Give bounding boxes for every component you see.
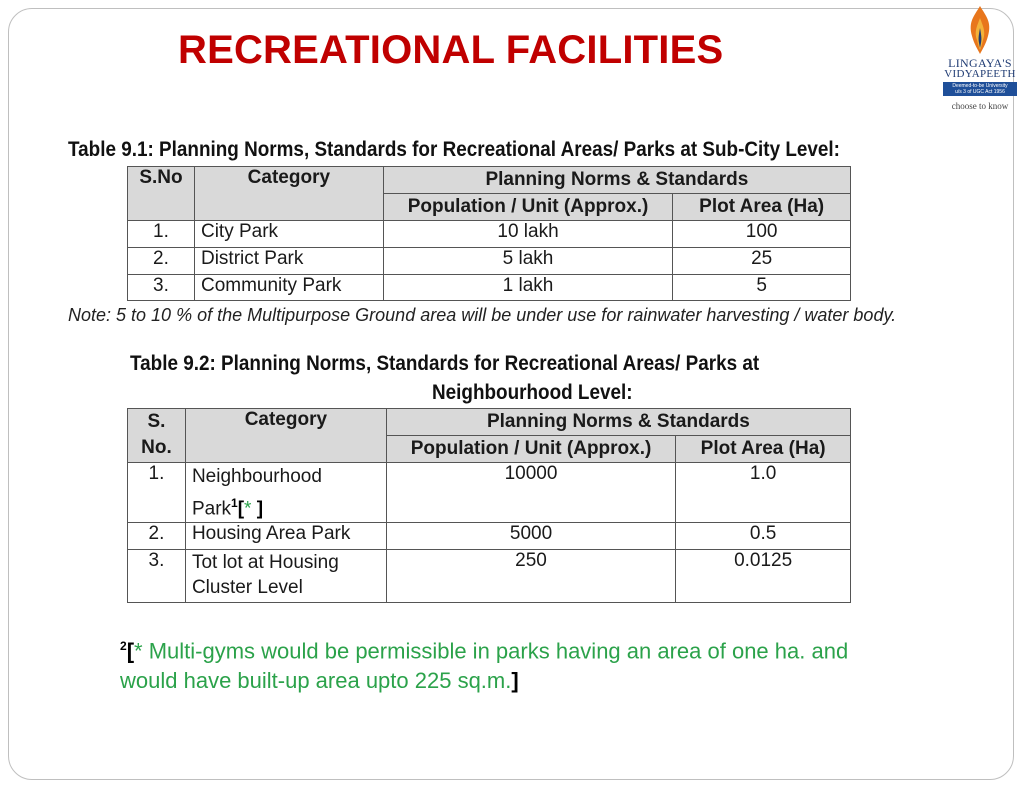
- table2-category: Housing Area Park: [185, 523, 386, 550]
- logo-name-line1: LINGAYA'S: [948, 56, 1012, 70]
- footnote: [120, 631, 880, 696]
- table2-category-line2: Cluster Level: [191, 577, 303, 599]
- table2-category-park: Park: [191, 498, 232, 520]
- table2-category: [185, 550, 386, 603]
- table2-header-population: Population / Unit (Approx.): [386, 436, 675, 463]
- table1-sno: 1.: [128, 221, 195, 248]
- table-row: [128, 275, 851, 301]
- table2-category-line2: [192, 490, 380, 522]
- table1-plot: 5: [673, 275, 851, 301]
- table1-sno: 3.: [128, 275, 195, 301]
- flame-icon: [960, 4, 1000, 56]
- footnote-text: * Multi-gyms would be permissible in parks having an area of one ha. and would have built-up area upto 225 sq.m.: [120, 638, 849, 694]
- bracket-open: [: [237, 498, 245, 520]
- table2-plot: 0.0125: [676, 550, 851, 603]
- table1-header-group: Planning Norms & Standards: [383, 167, 850, 194]
- asterisk-mark: *: [244, 498, 252, 520]
- table1-sno: 2.: [128, 248, 195, 275]
- table1-population: 1 lakh: [383, 275, 673, 301]
- table1-plot: 100: [673, 221, 851, 248]
- table1-category: Community Park: [194, 275, 383, 301]
- table-row: [128, 248, 851, 275]
- table1-header-sno: S.No: [128, 167, 195, 221]
- table2-population: 250: [386, 550, 675, 603]
- table2-population: 5000: [386, 523, 675, 550]
- table2-header-sno-line1: S.: [147, 411, 166, 432]
- table2-header-group: Planning Norms & Standards: [386, 409, 850, 436]
- table2-sno: 3.: [128, 550, 186, 603]
- logo-tagline: choose to know: [951, 101, 1009, 111]
- university-logo: [940, 4, 1020, 116]
- table1-population: 10 lakh: [383, 221, 673, 248]
- table1-plot: 25: [673, 248, 851, 275]
- table2-plot: 1.0: [676, 463, 851, 523]
- slide-title: RECREATIONAL FACILITIES: [178, 28, 724, 72]
- logo-box-line2: u/s 3 of UGC Act 1956: [955, 89, 1005, 95]
- table2-header-plot: Plot Area (Ha): [676, 436, 851, 463]
- table2-population: 10000: [386, 463, 675, 523]
- footnote-bracket-close: ]: [511, 668, 519, 694]
- table-row: [128, 523, 851, 550]
- table-row: [128, 550, 851, 603]
- bracket-close: ]: [251, 498, 264, 520]
- table1-header-plot: Plot Area (Ha): [673, 194, 851, 221]
- table1-population: 5 lakh: [383, 248, 673, 275]
- table2-caption-line1: Table 9.2: Planning Norms, Standards for Recreational Areas/ Parks at: [130, 352, 760, 375]
- table1-note: Note: 5 to 10 % of the Multipurpose Ground area will be under use for rainwater harvesting / water body.: [68, 305, 897, 325]
- table1-header-population: Population / Unit (Approx.): [383, 194, 673, 221]
- superscript-1: 1: [231, 496, 238, 510]
- table1-caption: Table 9.1: Planning Norms, Standards for Recreational Areas/ Parks at Sub-City Level:: [68, 138, 840, 161]
- table1-category: City Park: [194, 221, 383, 248]
- table2-plot: 0.5: [676, 523, 851, 550]
- table-row: [128, 221, 851, 248]
- table1-header-category: Category: [194, 167, 383, 221]
- logo-accreditation-box: [943, 82, 1017, 96]
- footnote-superscript: 2: [120, 639, 127, 653]
- table2-category: [185, 463, 386, 523]
- table2-header-sno-line2: No.: [141, 437, 172, 458]
- table2: [127, 408, 851, 603]
- table2-category-line1: Tot lot at Housing: [191, 552, 339, 574]
- table2-caption-line2: Neighbourhood Level:: [432, 381, 633, 404]
- logo-name-line2: VIDYAPEETH: [944, 68, 1016, 80]
- table1-category: District Park: [194, 248, 383, 275]
- table2-sno: 1.: [128, 463, 186, 523]
- logo-box-line1: Deemed-to-be University: [952, 83, 1008, 89]
- table2-category-line1: Neighbourhood: [191, 466, 322, 487]
- table1: [127, 166, 851, 301]
- table2-sno: 2.: [128, 523, 186, 550]
- table2-header-sno: [128, 409, 186, 463]
- table2-header-category: Category: [185, 409, 386, 463]
- table-row: [128, 463, 851, 523]
- footnote-bracket-open: [: [126, 638, 135, 664]
